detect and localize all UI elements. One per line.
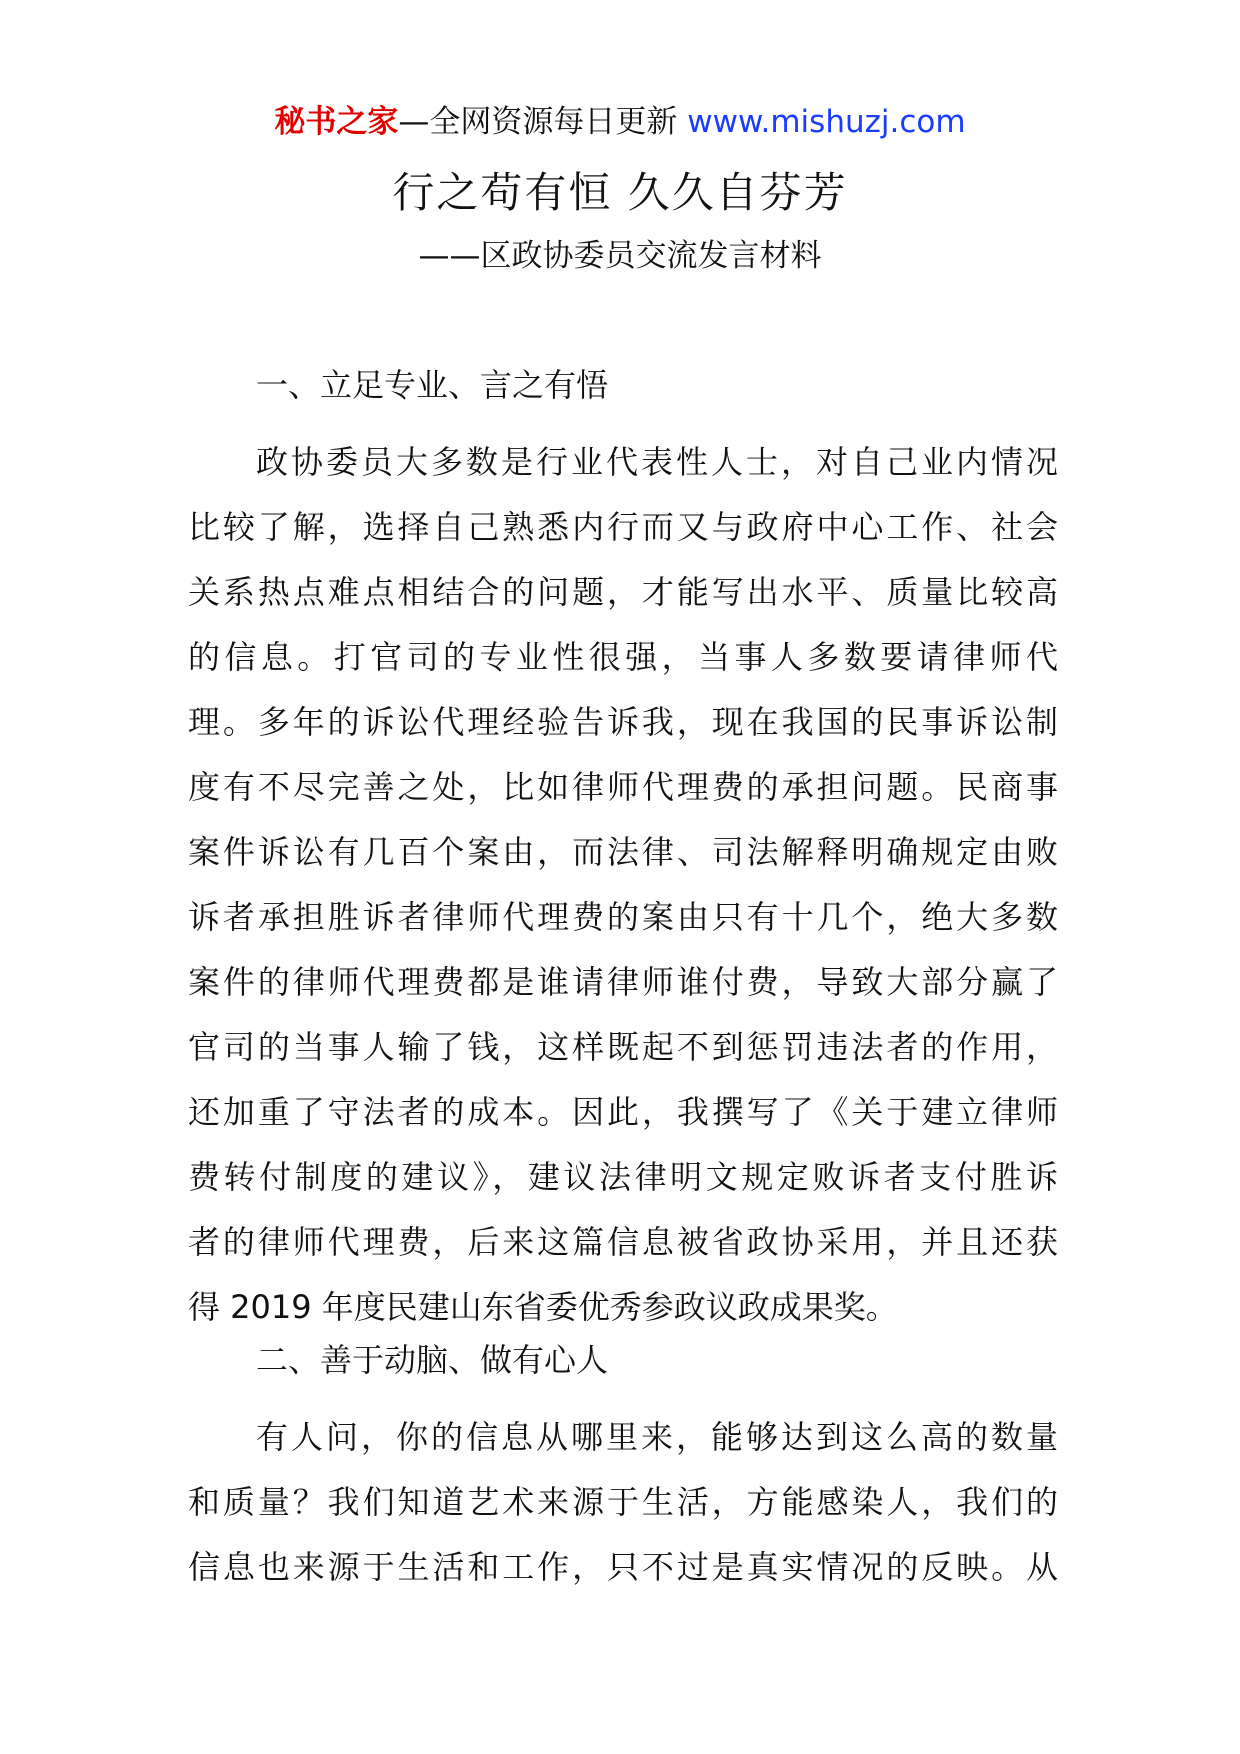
- site-url-link[interactable]: www.mishuzj.com: [687, 104, 966, 140]
- text-line: 信息也来源于生活和工作，只不过是真实情况的反映。从: [188, 1548, 1058, 1586]
- text-line: 理。多年的诉讼代理经验告诉我，现在我国的民事诉讼制: [188, 703, 1058, 741]
- text-line: 有人问，你的信息从哪里来，能够达到这么高的数量: [256, 1418, 1058, 1456]
- text-line: 案件诉讼有几百个案由，而法律、司法解释明确规定由败: [188, 833, 1058, 871]
- text-line: 关系热点难点相结合的问题，才能写出水平、质量比较高: [188, 573, 1058, 611]
- text-line: 度有不尽完善之处，比如律师代理费的承担问题。民商事: [188, 768, 1058, 806]
- document-title: 行之苟有恒 久久自芬芳: [392, 168, 848, 217]
- section-2-paragraph: [188, 1405, 1058, 1600]
- text-line: 政协委员大多数是行业代表性人士，对自己业内情况: [256, 443, 1058, 481]
- text-line: 官司的当事人输了钱，这样既起不到惩罚违法者的作用，: [188, 1028, 1058, 1066]
- text-line: 得 2019 年度民建山东省委优秀参政议政成果奖。: [188, 1288, 898, 1326]
- site-brand: 秘书之家: [274, 104, 399, 140]
- document-body: [188, 365, 1058, 1600]
- text-line: 比较了解，选择自己熟悉内行而又与政府中心工作、社会: [188, 508, 1058, 546]
- text-line: 和质量？我们知道艺术来源于生活，方能感染人，我们的: [188, 1483, 1058, 1521]
- text-line: 诉者承担胜诉者律师代理费的案由只有十几个，绝大多数: [188, 898, 1058, 936]
- text-line: 费转付制度的建议》，建议法律明文规定败诉者支付胜诉: [188, 1158, 1058, 1196]
- text-line: 还加重了守法者的成本。因此，我撰写了《关于建立律师: [188, 1093, 1058, 1131]
- section-heading-1: 一、立足专业、言之有悟: [256, 366, 609, 404]
- section-1-paragraph: [188, 430, 1058, 1340]
- text-line: 的信息。打官司的专业性很强，当事人多数要请律师代: [188, 638, 1058, 676]
- section-heading-2: 二、善于动脑、做有心人: [256, 1341, 609, 1379]
- site-header: [0, 100, 1240, 144]
- site-tagline: —全网资源每日更新: [398, 104, 678, 140]
- text-line: 案件的律师代理费都是谁请律师谁付费，导致大部分赢了: [188, 963, 1058, 1001]
- document-subtitle: ——区政协委员交流发言材料: [418, 238, 822, 274]
- text-line: 者的律师代理费，后来这篇信息被省政协采用，并且还获: [188, 1223, 1058, 1261]
